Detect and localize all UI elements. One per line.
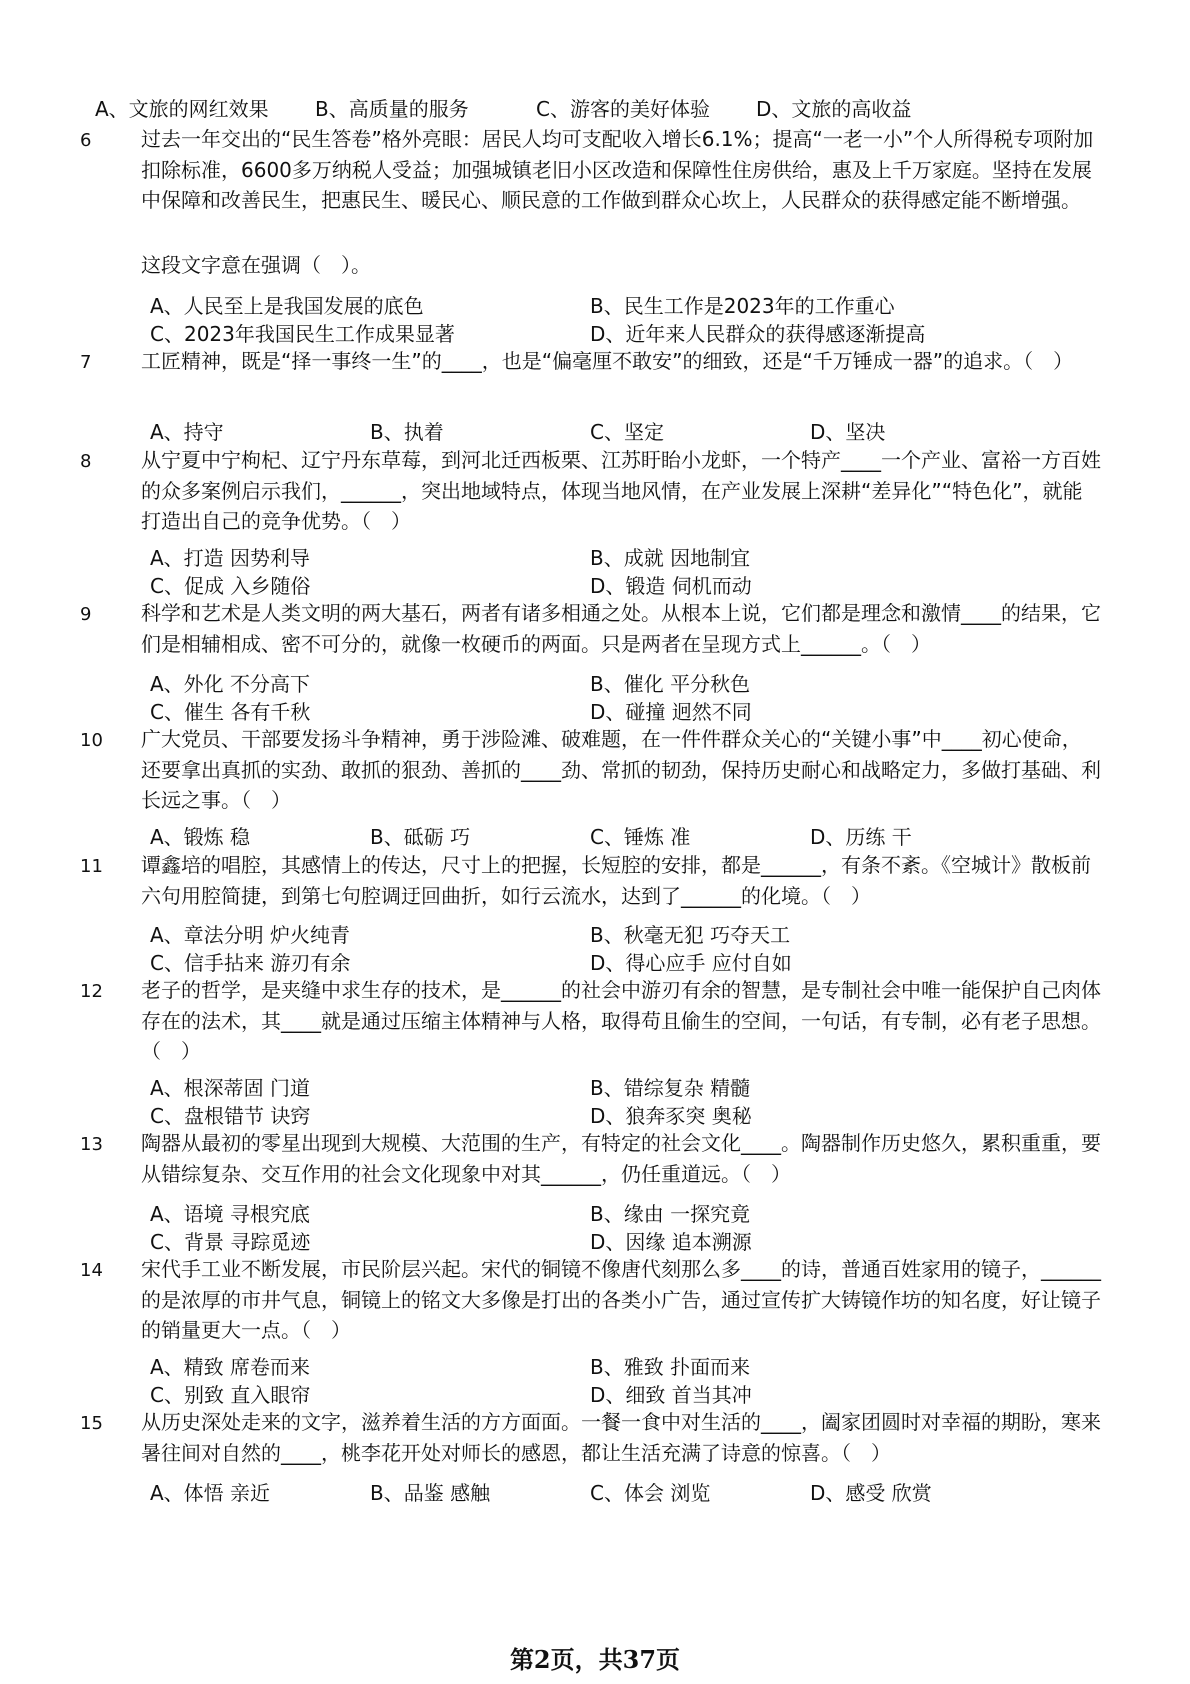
- option-a[interactable]: A、章法分明 炉火纯青: [150, 923, 351, 947]
- option-c[interactable]: C、催生 各有千秋: [150, 700, 311, 724]
- option-c[interactable]: C、锤炼 准: [590, 825, 691, 849]
- option-b[interactable]: B、催化 平分秋色: [590, 672, 751, 696]
- option-d[interactable]: D、狼奔豕突 奥秘: [590, 1104, 752, 1128]
- option-a[interactable]: A、文旅的网红效果: [95, 97, 269, 121]
- question-number: 12: [80, 981, 103, 1002]
- option-c[interactable]: C、坚定: [590, 420, 664, 444]
- question-text: 从历史深处走来的文字，滋养着生活的方方面面。一餐一食中对生活的____，阖家团圆时对幸福的期盼，寒来暑往间对自然的____，桃李花开处对师长的感恩，都让生活充满了诗意的惊喜。（ ）: [141, 1410, 1101, 1465]
- option-b[interactable]: B、民生工作是2023年的工作重心: [590, 294, 895, 318]
- option-d[interactable]: D、碰撞 迥然不同: [590, 700, 752, 724]
- option-a[interactable]: A、锻炼 稳: [150, 825, 251, 849]
- option-a[interactable]: A、人民至上是我国发展的底色: [150, 294, 424, 318]
- option-d[interactable]: D、近年来人民群众的获得感逐渐提高: [590, 322, 926, 346]
- question-number: 10: [80, 730, 103, 751]
- question-number: 15: [80, 1413, 103, 1434]
- option-a[interactable]: A、打造 因势利导: [150, 546, 311, 570]
- question-number: 14: [80, 1260, 103, 1281]
- option-b[interactable]: B、砥砺 巧: [370, 825, 471, 849]
- question-number: 9: [80, 604, 92, 625]
- option-d[interactable]: D、文旅的高收益: [756, 97, 912, 121]
- option-c[interactable]: C、别致 直入眼帘: [150, 1383, 311, 1407]
- option-d[interactable]: D、得心应手 应付自如: [590, 951, 792, 975]
- option-b[interactable]: B、品鉴 感触: [370, 1481, 491, 1505]
- option-c[interactable]: C、游客的美好体验: [536, 97, 710, 121]
- page-footer: 第2页，共37页: [509, 1645, 681, 1674]
- option-c[interactable]: C、促成 入乡随俗: [150, 574, 311, 598]
- question-text: 老子的哲学，是夹缝中求生存的技术，是______的社会中游刃有余的智慧，是专制社会中唯一能保护自己肉体存在的法术，其____就是通过压缩主体精神与人格，取得苟且偷生的空间，一句话，有专制，必有老子思想。（ ）: [141, 978, 1101, 1063]
- question-text: 过去一年交出的“民生答卷”格外亮眼：居民人均可支配收入增长6.1%；提高“一老一小”个人所得税专项附加扣除标准，6600多万纳税人受益；加强城镇老旧小区改造和保障性住房供给，惠及上千万家庭。坚持在发展中保障和改善民生，把惠民生、暖民心、顺民意的工作做到群众心坎上，人民群众的获得感定能不断增强。: [141, 127, 1094, 212]
- option-a[interactable]: A、持守: [150, 420, 224, 444]
- option-b[interactable]: B、执着: [370, 420, 444, 444]
- question-prompt: 这段文字意在强调（ ）。: [141, 253, 371, 277]
- question-number: 13: [80, 1134, 103, 1155]
- option-a[interactable]: A、体悟 亲近: [150, 1481, 271, 1505]
- option-b[interactable]: B、错综复杂 精髓: [590, 1076, 751, 1100]
- option-b[interactable]: B、雅致 扑面而来: [590, 1355, 751, 1379]
- option-d[interactable]: D、因缘 追本溯源: [590, 1230, 752, 1254]
- option-d[interactable]: D、感受 欣赏: [810, 1481, 932, 1505]
- question-number: 11: [80, 856, 103, 877]
- question-number: 6: [80, 130, 92, 151]
- option-d[interactable]: D、锻造 伺机而动: [590, 574, 752, 598]
- option-b[interactable]: B、高质量的服务: [315, 97, 469, 121]
- option-d[interactable]: D、坚决: [810, 420, 886, 444]
- question-number: 7: [80, 352, 92, 373]
- option-c[interactable]: C、体会 浏览: [590, 1481, 711, 1505]
- option-c[interactable]: C、2023年我国民生工作成果显著: [150, 322, 455, 346]
- option-c[interactable]: C、盘根错节 诀窍: [150, 1104, 311, 1128]
- option-b[interactable]: B、秋毫无犯 巧夺天工: [590, 923, 791, 947]
- question-text: 宋代手工业不断发展，市民阶层兴起。宋代的铜镜不像唐代刻那么多____的诗，普通百姓家用的镜子，______的是浓厚的市井气息，铜镜上的铭文大多像是打出的各类小广告，通过宣传扩大铸镜作坊的知名度，好让镜子的销量更大一点。（ ）: [141, 1257, 1101, 1342]
- question-text: 从宁夏中宁枸杞、辽宁丹东草莓，到河北迁西板栗、江苏盱眙小龙虾，一个特产____一个产业、富裕一方百姓的众多案例启示我们，______，突出地域特点，体现当地风情，在产业发展上深耕“差异化”“特色化”，就能打造出自己的竞争优势。（ ）: [141, 448, 1101, 533]
- question-number: 8: [80, 451, 92, 472]
- option-a[interactable]: A、根深蒂固 门道: [150, 1076, 311, 1100]
- option-c[interactable]: C、背景 寻踪觅迹: [150, 1230, 311, 1254]
- question-text: 工匠精神，既是“择一事终一生”的____，也是“偏毫厘不敢安”的细致，还是“千万锤成一器”的追求。（ ）: [141, 349, 1074, 373]
- option-a[interactable]: A、语境 寻根究底: [150, 1202, 311, 1226]
- option-b[interactable]: B、缘由 一探究竟: [590, 1202, 751, 1226]
- question-text: 广大党员、干部要发扬斗争精神，勇于涉险滩、破难题，在一件件群众关心的“关键小事”中____初心使命，还要拿出真抓的实劲、敢抓的狠劲、善抓的____劲、常抓的韧劲，保持历史耐心和战略定力，多做打基础、利长远之事。（ ）: [141, 727, 1101, 812]
- question-text: 谭鑫培的唱腔，其感情上的传达，尺寸上的把握，长短腔的安排，都是______，有条不紊。《空城计》散板前六句用腔简捷，到第七句腔调迂回曲折，如行云流水，达到了______的化境。（ ）: [141, 853, 1091, 908]
- option-d[interactable]: D、细致 首当其冲: [590, 1383, 752, 1407]
- option-a[interactable]: A、外化 不分高下: [150, 672, 311, 696]
- option-c[interactable]: C、信手拈来 游刃有余: [150, 951, 351, 975]
- question-text: 科学和艺术是人类文明的两大基石，两者有诸多相通之处。从根本上说，它们都是理念和激情____的结果，它们是相辅相成、密不可分的，就像一枚硬币的两面。只是两者在呈现方式上______。（ ）: [141, 601, 1101, 656]
- option-d[interactable]: D、历练 干: [810, 825, 912, 849]
- question-text: 陶器从最初的零星出现到大规模、大范围的生产，有特定的社会文化____。陶器制作历史悠久，累积重重，要从错综复杂、交互作用的社会文化现象中对其______，仍任重道远。（ ）: [141, 1131, 1101, 1186]
- option-b[interactable]: B、成就 因地制宜: [590, 546, 751, 570]
- option-a[interactable]: A、精致 席卷而来: [150, 1355, 311, 1379]
